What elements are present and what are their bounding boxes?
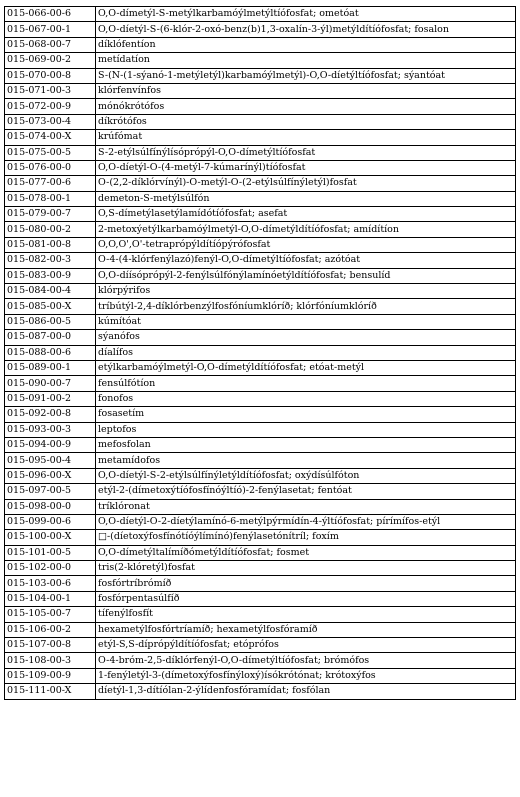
index-number-cell: 015-085-00-X xyxy=(5,299,96,314)
index-number-cell: 015-101-00-5 xyxy=(5,545,96,560)
substance-name-cell: O-4-(4-klórfenýlazó)fenýl-O,O-dímetýltíófosfat; azótóat xyxy=(96,253,516,268)
table-row xyxy=(5,160,516,175)
substance-name-cell: kúmítóat xyxy=(96,314,516,329)
substance-name-cell: klórpýrifos xyxy=(96,284,516,299)
substance-table xyxy=(4,6,516,700)
table-row xyxy=(5,607,516,622)
substance-name-cell: O,S-dímetýlasetýlamídótíófosfat; asefat xyxy=(96,207,516,222)
index-number-cell: 015-086-00-5 xyxy=(5,314,96,329)
index-number-cell: 015-109-00-9 xyxy=(5,668,96,683)
table-row xyxy=(5,37,516,52)
index-number-cell: 015-083-00-9 xyxy=(5,268,96,283)
substance-name-cell: fosfórpentasúlfíð xyxy=(96,591,516,606)
index-number-cell: 015-078-00-1 xyxy=(5,191,96,206)
table-row xyxy=(5,422,516,437)
substance-name-cell: fensúlfótíon xyxy=(96,376,516,391)
substance-name-cell: díkrótófos xyxy=(96,114,516,129)
table-row xyxy=(5,284,516,299)
index-number-cell: 015-093-00-3 xyxy=(5,422,96,437)
substance-name-cell: etýl-2-(dímetoxýtíófosfínóýltíó)-2-fenýlasetat; fentóat xyxy=(96,484,516,499)
table-row xyxy=(5,83,516,98)
substance-name-cell: mefosfolan xyxy=(96,437,516,452)
index-number-cell: 015-079-00-7 xyxy=(5,207,96,222)
table-row xyxy=(5,7,516,22)
substance-name-cell: tris(2-klóretýl)fosfat xyxy=(96,561,516,576)
substance-name-cell: 1-fenýletýl-3-(dímetoxýfosfínýloxý)ísókrótónat; krótoxýfos xyxy=(96,668,516,683)
table-row xyxy=(5,114,516,129)
table-row xyxy=(5,299,516,314)
substance-name-cell: etýlkarbamóýlmetýl-O,O-dímetýldítíófosfat; etóat-metýl xyxy=(96,360,516,375)
index-number-cell: 015-089-00-1 xyxy=(5,360,96,375)
index-number-cell: 015-095-00-4 xyxy=(5,453,96,468)
substance-name-cell: O,O-díetýl-S-(6-klór-2-oxó-benz(b)1,3-oxalín-3-ýl)metýldítíófosfat; fosalon xyxy=(96,22,516,37)
index-number-cell: 015-090-00-7 xyxy=(5,376,96,391)
index-number-cell: 015-108-00-3 xyxy=(5,653,96,668)
table-row xyxy=(5,268,516,283)
table-row xyxy=(5,684,516,699)
index-number-cell: 015-076-00-0 xyxy=(5,160,96,175)
table-row xyxy=(5,360,516,375)
table-row xyxy=(5,330,516,345)
index-number-cell: 015-087-00-0 xyxy=(5,330,96,345)
substance-name-cell: díetýl-1,3-dítíólan-2-ýlídenfosfóramídat; fosfólan xyxy=(96,684,516,699)
substance-name-cell: metídatíon xyxy=(96,53,516,68)
substance-name-cell: O,O,O',O'-tetraprópýldítíópýrófosfat xyxy=(96,237,516,252)
index-number-cell: 015-111-00-X xyxy=(5,684,96,699)
substance-name-cell: fosasetím xyxy=(96,407,516,422)
index-number-cell: 015-094-00-9 xyxy=(5,437,96,452)
table-row xyxy=(5,530,516,545)
table-row xyxy=(5,622,516,637)
substance-name-cell: demeton-S-metýlsúlfón xyxy=(96,191,516,206)
index-number-cell: 015-068-00-7 xyxy=(5,37,96,52)
substance-name-cell: díalífos xyxy=(96,345,516,360)
substance-name-cell: O,O-díísóprópýl-2-fenýlsúlfónýlamínóetýldítíófosfat; bensulíd xyxy=(96,268,516,283)
substance-name-cell: mónókrótófos xyxy=(96,99,516,114)
index-number-cell: 015-066-00-6 xyxy=(5,7,96,22)
index-number-cell: 015-091-00-2 xyxy=(5,391,96,406)
substance-name-cell: O,O-dímetýltalímíðómetýldítíófosfat; fosmet xyxy=(96,545,516,560)
table-row xyxy=(5,314,516,329)
table-row xyxy=(5,591,516,606)
table-row xyxy=(5,207,516,222)
table-row xyxy=(5,68,516,83)
substance-name-cell: díklófentíon xyxy=(96,37,516,52)
index-number-cell: 015-072-00-9 xyxy=(5,99,96,114)
index-number-cell: 015-103-00-6 xyxy=(5,576,96,591)
substance-name-cell: □-(díetoxýfosfínótíóýlímínó)fenýlasetónítríl; foxím xyxy=(96,530,516,545)
index-number-cell: 015-081-00-8 xyxy=(5,237,96,252)
table-row xyxy=(5,145,516,160)
substance-name-cell: O-4-bróm-2,5-díklórfenýl-O,O-dímetýltíófosfat; brómófos xyxy=(96,653,516,668)
index-number-cell: 015-106-00-2 xyxy=(5,622,96,637)
substance-name-cell: tífenýlfosfít xyxy=(96,607,516,622)
index-number-cell: 015-073-00-4 xyxy=(5,114,96,129)
index-number-cell: 015-100-00-X xyxy=(5,530,96,545)
index-number-cell: 015-082-00-3 xyxy=(5,253,96,268)
table-row xyxy=(5,453,516,468)
substance-name-cell: tríklóronat xyxy=(96,499,516,514)
index-number-cell: 015-099-00-6 xyxy=(5,514,96,529)
index-number-cell: 015-074-00-X xyxy=(5,130,96,145)
index-number-cell: 015-102-00-0 xyxy=(5,561,96,576)
index-number-cell: 015-096-00-X xyxy=(5,468,96,483)
index-number-cell: 015-067-00-1 xyxy=(5,22,96,37)
substance-name-cell: O,O-díetýl-O-2-díetýlamínó-6-metýlpýrmídín-4-ýltíófosfat; pírímífos-etýl xyxy=(96,514,516,529)
table-row xyxy=(5,253,516,268)
table-row xyxy=(5,638,516,653)
table-row xyxy=(5,437,516,452)
index-number-cell: 015-075-00-5 xyxy=(5,145,96,160)
substance-name-cell: O,O-dímetýl-S-metýlkarbamóýlmetýltíófosfat; ometóat xyxy=(96,7,516,22)
index-number-cell: 015-071-00-3 xyxy=(5,83,96,98)
table-row xyxy=(5,499,516,514)
substance-name-cell: tríbútýl-2,4-díklórbenzýlfosfóníumklóríð; klórfóníumklóríð xyxy=(96,299,516,314)
table-row xyxy=(5,391,516,406)
substance-name-cell: krúfómat xyxy=(96,130,516,145)
index-number-cell: 015-088-00-6 xyxy=(5,345,96,360)
table-row xyxy=(5,130,516,145)
substance-name-cell: fonofos xyxy=(96,391,516,406)
index-number-cell: 015-092-00-8 xyxy=(5,407,96,422)
substance-name-cell: O,O-díetýl-S-2-etýlsúlfínýletýldítíófosfat; oxýdísúlfóton xyxy=(96,468,516,483)
substance-name-cell: hexametýlfosfórtríamíð; hexametýlfosfóramíð xyxy=(96,622,516,637)
table-row xyxy=(5,653,516,668)
table-row xyxy=(5,222,516,237)
index-number-cell: 015-070-00-8 xyxy=(5,68,96,83)
table-row xyxy=(5,561,516,576)
table-row xyxy=(5,576,516,591)
table-row xyxy=(5,376,516,391)
substance-name-cell: fosfórtríbrómíð xyxy=(96,576,516,591)
index-number-cell: 015-077-00-6 xyxy=(5,176,96,191)
index-number-cell: 015-069-00-2 xyxy=(5,53,96,68)
substance-name-cell: leptofos xyxy=(96,422,516,437)
index-number-cell: 015-097-00-5 xyxy=(5,484,96,499)
substance-name-cell: O,O-díetýl-O-(4-metýl-7-kúmarínýl)tíófosfat xyxy=(96,160,516,175)
table-row xyxy=(5,345,516,360)
substance-name-cell: metamídofos xyxy=(96,453,516,468)
table-row xyxy=(5,237,516,252)
index-number-cell: 015-105-00-7 xyxy=(5,607,96,622)
table-row xyxy=(5,191,516,206)
index-number-cell: 015-104-00-1 xyxy=(5,591,96,606)
table-row xyxy=(5,176,516,191)
substance-table-body xyxy=(5,7,516,700)
substance-name-cell: 2-metoxýetýlkarbamóýlmetýl-O,O-dímetýldítíófosfat; amídítíon xyxy=(96,222,516,237)
table-row xyxy=(5,53,516,68)
table-row xyxy=(5,484,516,499)
substance-name-cell: S-(N-(1-sýanó-1-metýletýl)karbamóýlmetýl)-O,O-díetýltíófosfat; sýantóat xyxy=(96,68,516,83)
index-number-cell: 015-098-00-0 xyxy=(5,499,96,514)
index-number-cell: 015-084-00-4 xyxy=(5,284,96,299)
substance-name-cell: S-2-etýlsúlfínýlísóprópýl-O,O-dímetýltíófosfat xyxy=(96,145,516,160)
table-row xyxy=(5,545,516,560)
substance-name-cell: klórfenvínfos xyxy=(96,83,516,98)
substance-name-cell: sýanófos xyxy=(96,330,516,345)
index-number-cell: 015-080-00-2 xyxy=(5,222,96,237)
table-row xyxy=(5,514,516,529)
table-row xyxy=(5,668,516,683)
table-row xyxy=(5,468,516,483)
table-row xyxy=(5,99,516,114)
table-row xyxy=(5,22,516,37)
index-number-cell: 015-107-00-8 xyxy=(5,638,96,653)
substance-name-cell: etýl-S,S-díprópýldítíófosfat; etóprófos xyxy=(96,638,516,653)
substance-name-cell: O-(2,2-díklórvínýl)-O-metýl-O-(2-etýlsúlfínýletýl)fosfat xyxy=(96,176,516,191)
table-row xyxy=(5,407,516,422)
